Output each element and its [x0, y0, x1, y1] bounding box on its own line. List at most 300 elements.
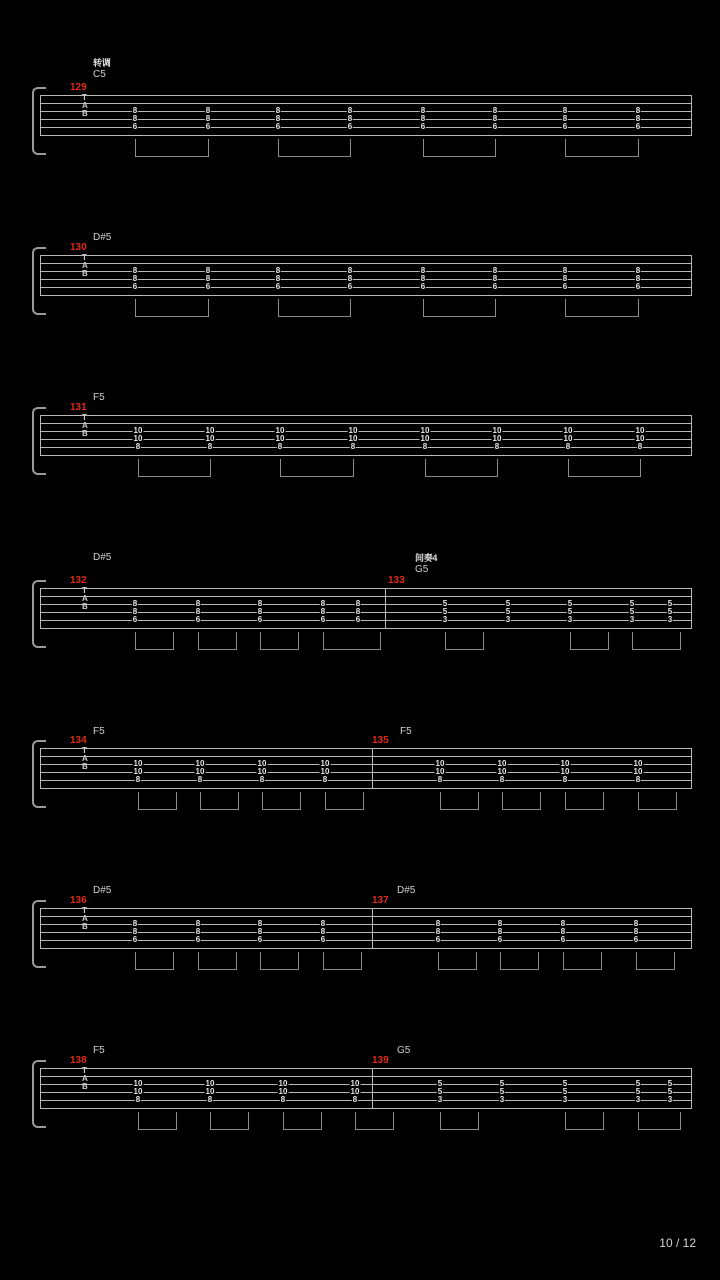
measure-number: 137 — [372, 895, 389, 906]
fret-number: 8 — [275, 274, 281, 283]
rhythm-notation — [40, 632, 692, 652]
barline — [40, 255, 41, 296]
measure-number: 139 — [372, 1055, 389, 1066]
fret-number: 5 — [667, 607, 673, 616]
barline — [691, 95, 692, 136]
staff-line — [40, 756, 692, 757]
fret-number: 6 — [205, 282, 211, 291]
fret-number: 3 — [562, 1095, 568, 1104]
tab-clef — [82, 747, 87, 771]
staff-line — [40, 95, 692, 96]
fret-number: 10 — [205, 1087, 215, 1096]
note-beam — [262, 809, 300, 810]
fret-number: 8 — [562, 114, 568, 123]
fret-number: 10 — [563, 426, 573, 435]
fret-number: 8 — [637, 442, 643, 451]
fret-number: 8 — [205, 266, 211, 275]
note-stem — [423, 139, 424, 157]
note-stem — [495, 139, 496, 157]
note-stem — [495, 299, 496, 317]
note-stem — [440, 1112, 441, 1130]
fret-number: 5 — [667, 1079, 673, 1088]
note-stem — [353, 459, 354, 477]
tab-clef — [82, 1067, 87, 1091]
note-stem — [323, 952, 324, 970]
note-beam — [135, 316, 208, 317]
fret-number: 8 — [420, 114, 426, 123]
fret-number: 8 — [195, 927, 201, 936]
chord-name: D#5 — [93, 552, 112, 563]
barline — [691, 748, 692, 789]
rhythm-notation — [40, 1112, 692, 1132]
fret-number: 8 — [562, 106, 568, 115]
fret-number: 8 — [195, 599, 201, 608]
section-title: 间奏4 — [415, 553, 438, 563]
fret-number: 8 — [355, 607, 361, 616]
fret-number: 10 — [633, 767, 643, 776]
note-stem — [680, 1112, 681, 1130]
barline — [40, 748, 41, 789]
chord-annotation — [93, 1045, 105, 1057]
tab-staff — [40, 415, 692, 455]
note-stem — [300, 792, 301, 810]
staff-line — [40, 423, 692, 424]
fret-number: 5 — [635, 1087, 641, 1096]
tab-clef-letter: T — [82, 586, 87, 595]
note-beam — [260, 649, 298, 650]
fret-number: 3 — [667, 615, 673, 624]
chord-annotation — [397, 1045, 410, 1057]
note-stem — [483, 632, 484, 650]
fret-number: 10 — [133, 1079, 143, 1088]
note-stem — [210, 459, 211, 477]
barline — [40, 1068, 41, 1109]
note-stem — [440, 792, 441, 810]
staff-line — [40, 588, 692, 589]
fret-number: 8 — [132, 106, 138, 115]
fret-number: 6 — [275, 282, 281, 291]
fret-number: 3 — [667, 1095, 673, 1104]
fret-number: 8 — [207, 442, 213, 451]
fret-number: 8 — [499, 775, 505, 784]
fret-number: 10 — [435, 767, 445, 776]
fret-number: 8 — [195, 607, 201, 616]
fret-number: 8 — [565, 442, 571, 451]
tab-clef — [82, 587, 87, 611]
note-beam — [355, 1129, 393, 1130]
tab-staff — [40, 588, 692, 628]
note-beam — [323, 649, 380, 650]
tab-clef-letter: B — [82, 429, 88, 438]
note-stem — [262, 792, 263, 810]
note-stem — [208, 139, 209, 157]
fret-number: 6 — [257, 615, 263, 624]
note-stem — [603, 1112, 604, 1130]
chord-annotation — [415, 552, 437, 576]
note-stem — [393, 1112, 394, 1130]
fret-number: 6 — [347, 122, 353, 131]
note-stem — [208, 299, 209, 317]
note-beam — [278, 156, 350, 157]
staff-line — [40, 948, 692, 949]
fret-number: 10 — [195, 759, 205, 768]
fret-number: 5 — [505, 599, 511, 608]
note-stem — [676, 792, 677, 810]
fret-number: 8 — [492, 266, 498, 275]
fret-number: 10 — [420, 434, 430, 443]
note-stem — [638, 1112, 639, 1130]
note-stem — [363, 792, 364, 810]
note-stem — [176, 792, 177, 810]
note-stem — [298, 632, 299, 650]
note-beam — [138, 476, 210, 477]
note-stem — [283, 1112, 284, 1130]
note-beam — [570, 649, 608, 650]
note-stem — [138, 1112, 139, 1130]
tab-clef — [82, 94, 87, 118]
staff-line — [40, 1076, 692, 1077]
barline — [691, 588, 692, 629]
note-stem — [280, 459, 281, 477]
chord-annotation — [93, 552, 111, 564]
fret-number: 10 — [133, 434, 143, 443]
measure-number: 132 — [70, 575, 87, 586]
note-beam — [502, 809, 540, 810]
note-stem — [425, 459, 426, 477]
fret-number: 8 — [205, 106, 211, 115]
fret-number: 5 — [567, 607, 573, 616]
note-beam — [440, 809, 478, 810]
fret-number: 10 — [563, 434, 573, 443]
fret-number: 8 — [347, 274, 353, 283]
fret-number: 6 — [560, 935, 566, 944]
fret-number: 8 — [355, 599, 361, 608]
fret-number: 8 — [320, 599, 326, 608]
note-stem — [638, 139, 639, 157]
tab-clef-letter: T — [82, 253, 87, 262]
note-beam — [568, 476, 640, 477]
note-stem — [278, 299, 279, 317]
fret-number: 8 — [320, 919, 326, 928]
note-stem — [568, 459, 569, 477]
note-stem — [632, 632, 633, 650]
note-beam — [135, 156, 208, 157]
staff-line — [40, 255, 692, 256]
tab-clef-letter: B — [82, 762, 88, 771]
note-stem — [138, 459, 139, 477]
fret-number: 6 — [497, 935, 503, 944]
fret-number: 8 — [207, 1095, 213, 1104]
tab-clef-letter: T — [82, 1066, 87, 1075]
fret-number: 8 — [347, 114, 353, 123]
fret-number: 5 — [442, 607, 448, 616]
staff-line — [40, 908, 692, 909]
fret-number: 6 — [435, 935, 441, 944]
fret-number: 8 — [420, 266, 426, 275]
fret-number: 10 — [492, 426, 502, 435]
fret-number: 10 — [195, 767, 205, 776]
tab-staff — [40, 1068, 692, 1108]
note-stem — [565, 299, 566, 317]
note-beam — [638, 809, 676, 810]
fret-number: 10 — [497, 767, 507, 776]
fret-number: 10 — [133, 1087, 143, 1096]
fret-number: 8 — [635, 775, 641, 784]
note-stem — [361, 952, 362, 970]
barline — [372, 1068, 373, 1109]
fret-number: 10 — [320, 759, 330, 768]
chord-name: C5 — [93, 69, 106, 80]
note-stem — [478, 792, 479, 810]
note-stem — [438, 952, 439, 970]
fret-number: 8 — [259, 775, 265, 784]
fret-number: 3 — [635, 1095, 641, 1104]
note-stem — [540, 792, 541, 810]
note-beam — [445, 649, 483, 650]
note-stem — [173, 952, 174, 970]
fret-number: 6 — [320, 615, 326, 624]
fret-number: 10 — [275, 426, 285, 435]
tab-clef — [82, 254, 87, 278]
barline — [691, 1068, 692, 1109]
fret-number: 10 — [497, 759, 507, 768]
fret-number: 8 — [275, 106, 281, 115]
barline — [40, 588, 41, 629]
fret-number: 6 — [320, 935, 326, 944]
staff-line — [40, 415, 692, 416]
note-beam — [260, 969, 298, 970]
fret-number: 8 — [132, 274, 138, 283]
staff-line — [40, 596, 692, 597]
tab-staff — [40, 748, 692, 788]
fret-number: 8 — [280, 1095, 286, 1104]
fret-number: 5 — [629, 607, 635, 616]
note-stem — [565, 139, 566, 157]
fret-number: 8 — [132, 607, 138, 616]
fret-number: 8 — [562, 274, 568, 283]
tab-clef-letter: A — [82, 101, 88, 110]
note-stem — [565, 1112, 566, 1130]
staff-line — [40, 135, 692, 136]
note-stem — [135, 952, 136, 970]
fret-number: 10 — [435, 759, 445, 768]
note-stem — [355, 1112, 356, 1130]
fret-number: 8 — [320, 607, 326, 616]
fret-number: 3 — [505, 615, 511, 624]
barline — [40, 95, 41, 136]
note-stem — [210, 1112, 211, 1130]
fret-number: 6 — [355, 615, 361, 624]
tab-clef-letter: A — [82, 261, 88, 270]
note-stem — [445, 632, 446, 650]
fret-number: 8 — [560, 927, 566, 936]
fret-number: 5 — [499, 1087, 505, 1096]
tab-clef-letter: T — [82, 93, 87, 102]
fret-number: 10 — [560, 767, 570, 776]
tab-clef-letter: B — [82, 1082, 88, 1091]
rhythm-notation — [40, 459, 692, 479]
fret-number: 10 — [635, 434, 645, 443]
chord-name: D#5 — [397, 885, 416, 896]
chord-name: F5 — [93, 392, 105, 403]
fret-number: 8 — [350, 442, 356, 451]
note-stem — [278, 139, 279, 157]
chord-name: G5 — [415, 564, 429, 575]
note-stem — [601, 952, 602, 970]
fret-number: 10 — [133, 767, 143, 776]
fret-number: 8 — [132, 919, 138, 928]
tab-clef-letter: B — [82, 109, 88, 118]
note-beam — [138, 809, 176, 810]
note-beam — [500, 969, 538, 970]
chord-annotation — [93, 57, 110, 81]
staff-line — [40, 295, 692, 296]
note-stem — [236, 632, 237, 650]
fret-number: 8 — [135, 775, 141, 784]
rhythm-notation — [40, 299, 692, 319]
measure-number: 134 — [70, 735, 87, 746]
tab-clef-letter: A — [82, 594, 88, 603]
fret-number: 8 — [635, 274, 641, 283]
tab-clef-letter: T — [82, 746, 87, 755]
note-stem — [476, 952, 477, 970]
fret-number: 6 — [257, 935, 263, 944]
section-title: 转调 — [93, 58, 111, 68]
chord-name: F5 — [93, 1045, 105, 1056]
note-stem — [135, 632, 136, 650]
staff-line — [40, 788, 692, 789]
tab-clef-letter: B — [82, 922, 88, 931]
barline — [40, 415, 41, 456]
fret-number: 10 — [348, 426, 358, 435]
note-beam — [278, 316, 350, 317]
fret-number: 8 — [437, 775, 443, 784]
fret-number: 8 — [560, 919, 566, 928]
fret-number: 3 — [567, 615, 573, 624]
fret-number: 10 — [205, 434, 215, 443]
note-stem — [640, 459, 641, 477]
note-stem — [298, 952, 299, 970]
tab-staff — [40, 255, 692, 295]
note-beam — [198, 969, 236, 970]
note-beam — [632, 649, 680, 650]
fret-number: 6 — [562, 282, 568, 291]
rhythm-notation — [40, 792, 692, 812]
note-beam — [440, 1129, 478, 1130]
tab-clef-letter: B — [82, 269, 88, 278]
tab-staff — [40, 95, 692, 135]
chord-annotation — [93, 726, 105, 738]
note-stem — [323, 632, 324, 650]
fret-number: 8 — [635, 266, 641, 275]
fret-number: 8 — [633, 927, 639, 936]
fret-number: 6 — [205, 122, 211, 131]
note-stem — [636, 952, 637, 970]
fret-number: 8 — [347, 266, 353, 275]
fret-number: 8 — [135, 1095, 141, 1104]
note-beam — [210, 1129, 248, 1130]
note-beam — [323, 969, 361, 970]
note-stem — [502, 792, 503, 810]
fret-number: 10 — [350, 1079, 360, 1088]
note-stem — [563, 952, 564, 970]
note-beam — [138, 1129, 176, 1130]
rhythm-notation — [40, 139, 692, 159]
fret-number: 8 — [435, 919, 441, 928]
note-stem — [674, 952, 675, 970]
fret-number: 5 — [442, 599, 448, 608]
fret-number: 10 — [275, 434, 285, 443]
fret-number: 10 — [350, 1087, 360, 1096]
note-stem — [200, 792, 201, 810]
fret-number: 10 — [320, 767, 330, 776]
measure-number: 133 — [388, 575, 405, 586]
note-beam — [565, 1129, 603, 1130]
tab-clef-letter: A — [82, 914, 88, 923]
fret-number: 8 — [197, 775, 203, 784]
fret-number: 8 — [497, 927, 503, 936]
fret-number: 5 — [562, 1079, 568, 1088]
barline — [372, 908, 373, 949]
staff-line — [40, 263, 692, 264]
fret-number: 8 — [132, 927, 138, 936]
fret-number: 8 — [132, 599, 138, 608]
fret-number: 10 — [635, 426, 645, 435]
note-beam — [200, 809, 238, 810]
fret-number: 6 — [132, 935, 138, 944]
fret-number: 8 — [352, 1095, 358, 1104]
tab-clef — [82, 907, 87, 931]
measure-number: 131 — [70, 402, 87, 413]
chord-annotation — [400, 726, 412, 738]
fret-number: 10 — [492, 434, 502, 443]
fret-number: 8 — [492, 106, 498, 115]
barline — [385, 588, 386, 629]
fret-number: 8 — [562, 266, 568, 275]
note-beam — [280, 476, 353, 477]
fret-number: 10 — [278, 1087, 288, 1096]
note-stem — [478, 1112, 479, 1130]
measure-number: 136 — [70, 895, 87, 906]
staff-line — [40, 748, 692, 749]
fret-number: 10 — [257, 767, 267, 776]
fret-number: 10 — [133, 759, 143, 768]
fret-number: 8 — [205, 114, 211, 123]
note-beam — [438, 969, 476, 970]
tab-clef-letter: A — [82, 1074, 88, 1083]
fret-number: 8 — [275, 114, 281, 123]
fret-number: 8 — [277, 442, 283, 451]
fret-number: 5 — [635, 1079, 641, 1088]
page-number: 10 / 12 — [659, 1236, 696, 1250]
note-stem — [680, 632, 681, 650]
fret-number: 8 — [322, 775, 328, 784]
note-beam — [565, 156, 638, 157]
staff-line — [40, 1108, 692, 1109]
note-beam — [636, 969, 674, 970]
barline — [40, 908, 41, 949]
fret-number: 8 — [635, 114, 641, 123]
staff-line — [40, 1068, 692, 1069]
fret-number: 8 — [275, 266, 281, 275]
note-beam — [135, 649, 173, 650]
fret-number: 6 — [132, 122, 138, 131]
fret-number: 8 — [492, 274, 498, 283]
fret-number: 10 — [560, 759, 570, 768]
fret-number: 10 — [633, 759, 643, 768]
note-stem — [325, 792, 326, 810]
barline — [372, 748, 373, 789]
